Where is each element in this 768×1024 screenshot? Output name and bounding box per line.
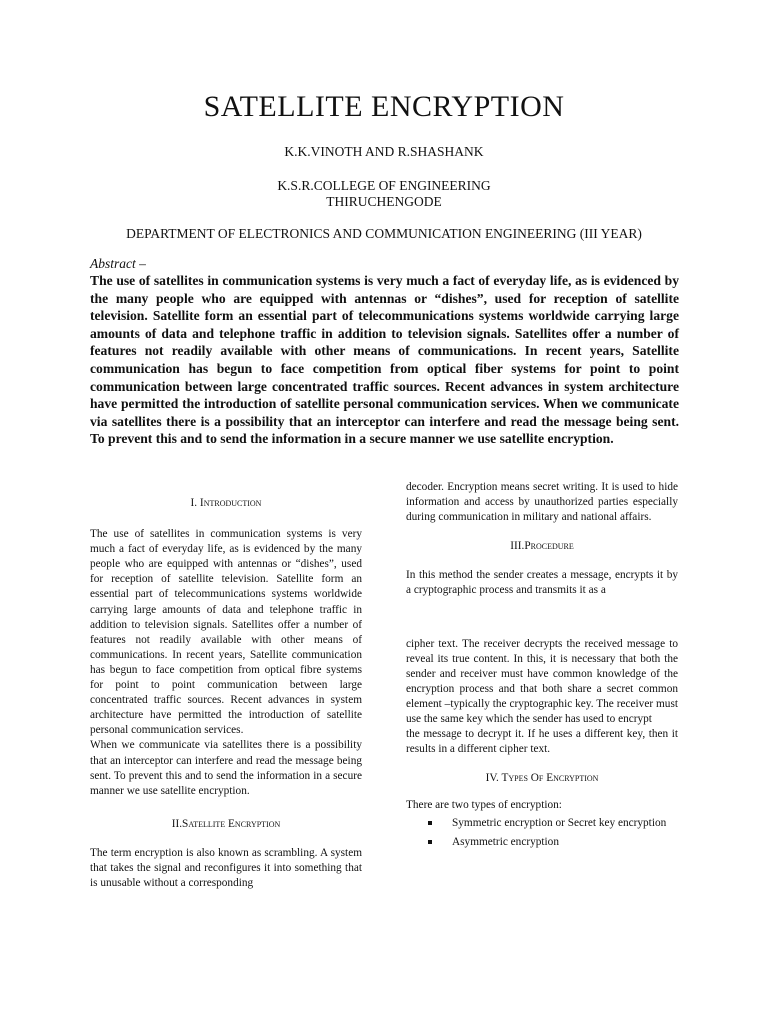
abstract-label: Abstract – (90, 256, 146, 271)
right-column (406, 480, 678, 854)
abstract-text: The use of satellites in communication systems is very much a fact of everyday life, as is evidenced by the many people who are equipped with antennas or “dishes”, used for reception of satellite television. Satellite form an essential part of telecommunications systems worldwide carrying large amounts of data and telephone traffic in addition to television signals. Satellites offer a number of features not readily available with other means of communications. In recent years, Satellite communication has begun to face competition from optical fiber systems for point to point communication between large concentrated traffic sources. Recent advances in system architecture have permitted the introduction of satellite personal communication services. When we communicate via satellites there is a possibility that an interceptor can interfere and read the message being sent. To prevent this and to send the information in a secure manner we use satellite encryption. (90, 273, 679, 447)
bullet-icon (428, 840, 432, 844)
section-heading-satellite-encryption: II.Satellite Encryption (171, 817, 281, 830)
continuation-paragraph: decoder. Encryption means secret writing. It is used to hide information and access by unauthorized parties especially during communication in military and national affairs. (406, 481, 678, 524)
encryption-types-list (406, 816, 678, 850)
bullet-icon (428, 821, 432, 825)
left-column (90, 496, 362, 891)
procedure-paragraph-1: In this method the sender creates a message, encrypts it by a cryptographic process and transmits it as a (406, 569, 678, 597)
section-heading-types-of-encryption: IV. Types Of Encryption (485, 772, 599, 785)
paper-title: SATELLITE ENCRYPTION (203, 90, 565, 123)
procedure-paragraph-2: cipher text. The receiver decrypts the received message to reveal its true content. In this, it is necessary that both the sender and receiver must have common knowledge of the encryption process and that both share a secret common element –typically the cryptographic key. The receiver must use the same key which the sender has used to encrypt (406, 637, 678, 726)
satellite-encryption-paragraph: The term encryption is also known as scrambling. A system that takes the signal and reconfigures it into something that is unusable without a corresponding (90, 846, 362, 890)
section-heading-introduction: I. Introduction (190, 497, 262, 509)
list-item (406, 835, 678, 850)
introduction-paragraph-1: The use of satellites in communication systems is very much a fact of everyday life, as is evidenced by the many people who are equipped with antennas or “dishes”, used for reception of satellite television. Satellite form an essential part of telecommunications systems worldwide carrying large amounts of data and telephone traffic in addition to television signals. Satellites offer a number of features not readily available with other means of communications. In recent years, Satellite communication has begun to face competition from optical fibre systems for point to point communication between large concentrated traffic sources. Recent advances in system architecture have permitted the introduction of satellite personal communication services. (90, 528, 362, 737)
list-item (406, 816, 678, 831)
list-item-text: Symmetric encryption or Secret key encryption (452, 816, 667, 829)
procedure-paragraph-3: the message to decrypt it. If he uses a different key, then it results in a different cipher text. (406, 728, 678, 756)
paper-authors: K.K.VINOTH AND R.SHASHANK (284, 144, 484, 159)
types-intro: There are two types of encryption: (406, 799, 562, 812)
department-line: DEPARTMENT OF ELECTRONICS AND COMMUNICATION ENGINEERING (III YEAR) (126, 226, 642, 241)
introduction-paragraph-2: When we communicate via satellites there is a possibility that an interceptor can interfere and read the message being sent. To prevent this and to send the information in a secure manner we use satellite encryption. (90, 739, 362, 797)
college-city: THIRUCHENGODE (326, 194, 442, 209)
list-item-text: Asymmetric encryption (452, 835, 559, 848)
section-heading-procedure: III.Procedure (510, 540, 574, 553)
college-name: K.S.R.COLLEGE OF ENGINEERING (277, 178, 491, 193)
